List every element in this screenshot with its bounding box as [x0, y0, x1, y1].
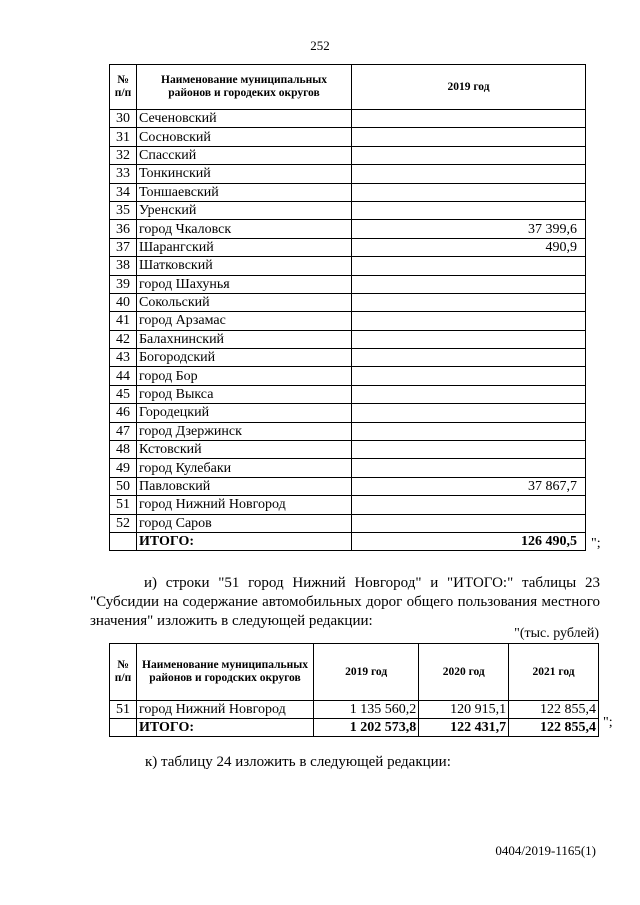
- table-row: [110, 701, 599, 719]
- table-row: [110, 312, 586, 330]
- row-name: город Нижний Новгород: [137, 496, 352, 514]
- row-name: Уренский: [137, 201, 352, 219]
- row-num: 33: [110, 165, 137, 183]
- row-name: Балахнинский: [137, 330, 352, 348]
- header-name: Наименование муниципальных районов и городеких округов: [137, 65, 352, 110]
- row-value: 490,9: [352, 238, 586, 256]
- row-value: [352, 514, 586, 532]
- row-num: 42: [110, 330, 137, 348]
- row-name: город Выкса: [137, 385, 352, 403]
- table1-closing-quote: ";: [591, 536, 601, 551]
- row-value: [352, 275, 586, 293]
- row-num: 50: [110, 477, 137, 495]
- table-row: [110, 496, 586, 514]
- row-num: 38: [110, 257, 137, 275]
- row-name: Сосновский: [137, 128, 352, 146]
- row-value: [352, 367, 586, 385]
- row-value: 37 399,6: [352, 220, 586, 238]
- total-value: 126 490,5: [352, 532, 586, 550]
- total-label: ИТОГО:: [137, 532, 352, 550]
- row-num: 37: [110, 238, 137, 256]
- subsidy-table-2019: [109, 64, 586, 551]
- total-num: [110, 719, 137, 737]
- table-row: [110, 293, 586, 311]
- table2-closing-quote: ";: [603, 715, 613, 730]
- paragraph-i: и) строки "51 город Нижний Новгород" и "ИТОГО:" таблицы 23 "Субсидии на содержание автомобильных дорог общего пользования местного значения" изложить в следующей редакции:: [90, 575, 600, 629]
- row-value: [352, 146, 586, 164]
- row-value: [352, 422, 586, 440]
- t2-header-num: № п/п: [110, 644, 137, 701]
- unit-label: "(тыс. рублей): [514, 626, 599, 641]
- header-2019: 2019 год: [352, 65, 586, 110]
- page-number: 252: [310, 38, 330, 53]
- row-num: 49: [110, 459, 137, 477]
- row-value: [352, 201, 586, 219]
- row-2020: 120 915,1: [419, 701, 509, 719]
- row-name: Спасский: [137, 146, 352, 164]
- table-row: [110, 477, 586, 495]
- row-num: 30: [110, 110, 137, 128]
- table-row: [110, 110, 586, 128]
- row-num: 45: [110, 385, 137, 403]
- row-num: 48: [110, 441, 137, 459]
- row-num: 31: [110, 128, 137, 146]
- row-name: Сокольский: [137, 293, 352, 311]
- row-value: [352, 330, 586, 348]
- table-row: [110, 128, 586, 146]
- subsidy-table-23-rows: [109, 643, 599, 737]
- row-name: Богородский: [137, 349, 352, 367]
- t2-header-2020: 2020 год: [419, 644, 509, 701]
- table-row: [110, 257, 586, 275]
- row-name: город Нижний Новгород: [137, 701, 314, 719]
- row-num: 46: [110, 404, 137, 422]
- row-2019: 1 135 560,2: [314, 701, 419, 719]
- row-name: Шатковский: [137, 257, 352, 275]
- row-num: 44: [110, 367, 137, 385]
- row-num: 34: [110, 183, 137, 201]
- row-num: 52: [110, 514, 137, 532]
- row-num: 36: [110, 220, 137, 238]
- row-num: 41: [110, 312, 137, 330]
- table-row: [110, 459, 586, 477]
- table-row: [110, 275, 586, 293]
- row-num: 43: [110, 349, 137, 367]
- row-value: [352, 496, 586, 514]
- table-row: [110, 349, 586, 367]
- row-name: Сеченовский: [137, 110, 352, 128]
- row-num: 32: [110, 146, 137, 164]
- row-value: [352, 165, 586, 183]
- table-row: [110, 201, 586, 219]
- row-2021: 122 855,4: [509, 701, 599, 719]
- row-num: 39: [110, 275, 137, 293]
- total-num: [110, 532, 137, 550]
- row-num: 51: [110, 496, 137, 514]
- row-name: Тоншаевский: [137, 183, 352, 201]
- row-value: [352, 349, 586, 367]
- total-2019: 1 202 573,8: [314, 719, 419, 737]
- table-row: [110, 367, 586, 385]
- row-value: [352, 110, 586, 128]
- table-row: [110, 404, 586, 422]
- table-row: [110, 330, 586, 348]
- total-row: [110, 532, 586, 550]
- row-name: город Чкаловск: [137, 220, 352, 238]
- row-num: 40: [110, 293, 137, 311]
- table-row: [110, 165, 586, 183]
- t2-header-2019: 2019 год: [314, 644, 419, 701]
- row-num: 47: [110, 422, 137, 440]
- row-value: [352, 257, 586, 275]
- table-row: [110, 146, 586, 164]
- table-row: [110, 220, 586, 238]
- total-label: ИТОГО:: [137, 719, 314, 737]
- row-value: [352, 312, 586, 330]
- table-row: [110, 385, 586, 403]
- total-2021: 122 855,4: [509, 719, 599, 737]
- row-num: 51: [110, 701, 137, 719]
- row-name: город Арзамас: [137, 312, 352, 330]
- table-row: [110, 183, 586, 201]
- table-row: [110, 441, 586, 459]
- table-row: [110, 238, 586, 256]
- row-name: город Шахунья: [137, 275, 352, 293]
- header-num: № п/п: [110, 65, 137, 110]
- t2-header-name: Наименование муниципальных районов и городских округов: [137, 644, 314, 701]
- row-value: [352, 385, 586, 403]
- row-value: [352, 183, 586, 201]
- total-2020: 122 431,7: [419, 719, 509, 737]
- row-name: город Саров: [137, 514, 352, 532]
- row-name: город Дзержинск: [137, 422, 352, 440]
- t2-header-2021: 2021 год: [509, 644, 599, 701]
- row-value: 37 867,7: [352, 477, 586, 495]
- row-value: [352, 293, 586, 311]
- row-value: [352, 128, 586, 146]
- table-row: [110, 514, 586, 532]
- row-num: 35: [110, 201, 137, 219]
- row-name: город Кулебаки: [137, 459, 352, 477]
- total-row: [110, 719, 599, 737]
- paragraph-k: к) таблицу 24 изложить в следующей редакции:: [145, 754, 451, 770]
- row-value: [352, 459, 586, 477]
- row-name: Городецкий: [137, 404, 352, 422]
- row-name: Кстовский: [137, 441, 352, 459]
- document-number: 0404/2019-1165(1): [495, 843, 596, 858]
- row-name: город Бор: [137, 367, 352, 385]
- row-name: Тонкинский: [137, 165, 352, 183]
- row-name: Шарангский: [137, 238, 352, 256]
- row-value: [352, 404, 586, 422]
- row-value: [352, 441, 586, 459]
- table-row: [110, 422, 586, 440]
- row-name: Павловский: [137, 477, 352, 495]
